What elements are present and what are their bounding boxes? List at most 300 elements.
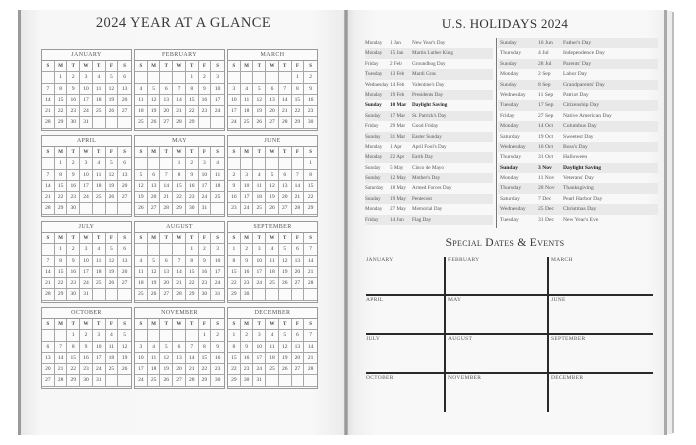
weekday-header: T <box>279 61 292 72</box>
month-days <box>135 61 224 129</box>
event-month-label: JANUARY <box>366 257 394 263</box>
day-cell: 6 <box>42 342 55 353</box>
holiday-name: Daylight Saving <box>563 164 602 171</box>
weekday-header: W <box>80 233 93 244</box>
event-month-label: MARCH <box>551 257 573 263</box>
holiday-row <box>498 132 658 142</box>
holiday-weekday: Monday <box>365 50 383 57</box>
day-cell <box>279 158 292 169</box>
weekday-header: F <box>292 147 305 158</box>
day-cell: 1 <box>67 330 80 341</box>
holiday-row <box>365 194 493 204</box>
day-cell: 3 <box>80 158 93 169</box>
day-cell: 1 <box>186 72 199 83</box>
holidays-list-first-half <box>365 38 493 225</box>
day-cell: 25 <box>211 192 224 203</box>
day-cell: 12 <box>160 353 173 364</box>
weekday-header: W <box>266 61 279 72</box>
weekday-header: S <box>211 147 224 158</box>
month-days <box>42 319 131 387</box>
holiday-date: 25 Dec <box>538 206 554 213</box>
holiday-name: New Year's Day <box>412 40 446 46</box>
day-cell: 12 <box>148 95 161 106</box>
day-cell: 2 <box>67 72 80 83</box>
day-cell: 23 <box>67 192 80 203</box>
month-name: MARCH <box>228 50 317 61</box>
holiday-name: Pentecost <box>412 195 432 202</box>
weekday-header: T <box>93 319 106 330</box>
day-cell: 10 <box>199 170 212 181</box>
holiday-row <box>365 59 493 69</box>
holiday-date: 12 May <box>390 175 406 182</box>
holiday-row <box>498 142 658 152</box>
day-cell: 8 <box>173 170 186 181</box>
holiday-name: Independence Day <box>563 50 605 57</box>
event-month-label: DECEMBER <box>551 375 584 381</box>
grid-horizontal-line <box>366 372 653 374</box>
day-cell: 4 <box>135 84 148 95</box>
holiday-row <box>365 111 493 121</box>
holiday-weekday: Wednesday <box>500 206 526 213</box>
weekday-header: S <box>135 147 148 158</box>
day-cell: 23 <box>241 364 254 375</box>
day-cell: 2 <box>80 330 93 341</box>
month-days <box>42 233 131 301</box>
day-cell: 5 <box>148 84 161 95</box>
weekday-header: F <box>292 233 305 244</box>
weekday-header: M <box>148 61 161 72</box>
day-cell: 24 <box>93 364 106 375</box>
holiday-row <box>365 69 493 79</box>
day-cell: 20 <box>160 106 173 117</box>
day-cell: 24 <box>211 106 224 117</box>
day-cell: 21 <box>42 192 55 203</box>
day-cell: 5 <box>106 158 119 169</box>
day-cell: 1 <box>228 330 241 341</box>
day-cell: 30 <box>211 375 224 386</box>
holiday-name: Memorial Day <box>412 206 443 213</box>
holiday-weekday: Sunday <box>500 40 517 46</box>
weekday-header: W <box>173 147 186 158</box>
weekday-header: M <box>55 147 68 158</box>
weekday-header: T <box>186 147 199 158</box>
holiday-weekday: Friday <box>500 112 515 119</box>
day-cell: 20 <box>279 192 292 203</box>
holiday-name: Parents' Day <box>563 60 592 67</box>
weekday-header: F <box>292 319 305 330</box>
holiday-row <box>498 48 658 58</box>
day-cell <box>173 72 186 83</box>
weekday-header: F <box>199 147 212 158</box>
month-december <box>227 307 318 389</box>
day-cell: 6 <box>160 84 173 95</box>
month-name: AUGUST <box>135 222 224 233</box>
holiday-weekday: Thursday <box>500 185 522 192</box>
month-january <box>41 49 132 131</box>
month-september <box>227 221 318 303</box>
day-cell: 27 <box>42 375 55 386</box>
month-name: DECEMBER <box>228 308 317 319</box>
holiday-row <box>365 152 493 162</box>
day-cell: 10 <box>93 342 106 353</box>
day-cell: 18 <box>106 353 119 364</box>
day-cell: 4 <box>93 158 106 169</box>
day-cell: 14 <box>173 267 186 278</box>
day-cell: 19 <box>148 106 161 117</box>
holiday-name: Cinco de Mayo <box>412 164 444 171</box>
day-cell: 22 <box>55 106 68 117</box>
day-cell: 8 <box>186 256 199 267</box>
day-cell: 19 <box>148 278 161 289</box>
day-cell <box>279 72 292 83</box>
day-cell <box>266 72 279 83</box>
day-cell: 6 <box>160 256 173 267</box>
day-cell: 19 <box>266 192 279 203</box>
holiday-date: 14 Jun <box>390 216 404 223</box>
day-cell: 18 <box>93 95 106 106</box>
holiday-name: Father's Day <box>563 40 592 46</box>
day-cell: 21 <box>160 192 173 203</box>
day-cell <box>160 244 173 255</box>
holiday-name: Groundhog Day <box>412 60 446 67</box>
day-cell: 29 <box>55 117 68 128</box>
weekday-header: T <box>186 233 199 244</box>
day-cell: 24 <box>199 192 212 203</box>
day-cell: 23 <box>186 192 199 203</box>
weekday-header: M <box>241 319 254 330</box>
day-cell: 2 <box>241 330 254 341</box>
day-cell: 5 <box>279 244 292 255</box>
day-cell: 10 <box>241 181 254 192</box>
day-cell: 30 <box>67 289 80 300</box>
day-cell: 7 <box>55 342 68 353</box>
day-cell: 21 <box>279 106 292 117</box>
holiday-row <box>498 111 658 121</box>
holiday-weekday: Wednesday <box>365 81 389 88</box>
day-cell <box>292 375 305 386</box>
day-cell: 3 <box>135 342 148 353</box>
holiday-date: 10 Mar <box>390 102 407 109</box>
weekday-header: T <box>253 319 266 330</box>
month-march <box>227 49 318 131</box>
day-cell: 10 <box>80 170 93 181</box>
day-cell: 2 <box>304 72 317 83</box>
day-cell: 5 <box>160 342 173 353</box>
day-cell <box>93 203 106 214</box>
weekday-header: T <box>67 61 80 72</box>
weekday-header: T <box>279 147 292 158</box>
day-cell: 17 <box>253 353 266 364</box>
holiday-weekday: Saturday <box>365 185 384 192</box>
day-cell: 16 <box>241 267 254 278</box>
holiday-name: Sweetest Day <box>563 133 594 140</box>
day-cell: 19 <box>135 192 148 203</box>
holiday-date: 11 Nov <box>538 175 555 182</box>
month-name: FEBRUARY <box>135 50 224 61</box>
day-cell: 23 <box>67 278 80 289</box>
weekday-header: S <box>228 147 241 158</box>
holiday-weekday: Sunday <box>365 195 381 202</box>
day-cell: 17 <box>80 267 93 278</box>
weekday-header: S <box>228 319 241 330</box>
day-cell: 4 <box>241 84 254 95</box>
month-name: SEPTEMBER <box>228 222 317 233</box>
day-cell: 30 <box>241 375 254 386</box>
weekday-header: S <box>135 233 148 244</box>
day-cell: 14 <box>304 256 317 267</box>
month-days <box>135 147 224 215</box>
day-cell: 10 <box>253 342 266 353</box>
day-cell <box>304 289 317 300</box>
holidays-list-second-half <box>498 38 658 225</box>
day-cell: 12 <box>148 267 161 278</box>
day-cell: 2 <box>67 158 80 169</box>
day-cell: 13 <box>118 170 131 181</box>
day-cell <box>80 203 93 214</box>
day-cell: 22 <box>304 192 317 203</box>
day-cell: 11 <box>241 95 254 106</box>
day-cell <box>186 330 199 341</box>
month-august <box>134 221 225 303</box>
day-cell: 25 <box>148 375 161 386</box>
day-cell: 2 <box>228 170 241 181</box>
holiday-date: 3 Nov <box>538 164 552 171</box>
holiday-name: Mardi Gras <box>412 71 436 78</box>
weekday-header: W <box>266 147 279 158</box>
year-calendar-grid <box>41 49 320 393</box>
holiday-name: Labor Day <box>563 71 588 78</box>
day-cell: 19 <box>253 106 266 117</box>
holiday-date: 5 May <box>390 164 404 171</box>
day-cell: 11 <box>253 181 266 192</box>
day-cell: 11 <box>93 170 106 181</box>
day-cell: 1 <box>55 244 68 255</box>
day-cell: 24 <box>80 278 93 289</box>
day-cell: 5 <box>253 84 266 95</box>
day-cell: 24 <box>80 106 93 117</box>
day-cell: 9 <box>67 170 80 181</box>
holiday-date: 8 Sep <box>538 81 551 88</box>
day-cell: 17 <box>199 181 212 192</box>
holidays-column-divider <box>496 38 497 228</box>
day-cell: 29 <box>228 289 241 300</box>
weekday-header: T <box>279 233 292 244</box>
holiday-row <box>365 215 493 225</box>
day-cell: 7 <box>292 170 305 181</box>
day-cell: 19 <box>106 267 119 278</box>
day-cell <box>55 330 68 341</box>
day-cell: 1 <box>199 330 212 341</box>
day-cell: 3 <box>211 244 224 255</box>
day-cell: 31 <box>211 289 224 300</box>
day-cell: 14 <box>42 267 55 278</box>
event-month-label: NOVEMBER <box>448 375 482 381</box>
day-cell: 26 <box>106 192 119 203</box>
weekday-header: T <box>160 147 173 158</box>
holiday-name: Pearl Harbor Day <box>563 195 603 202</box>
day-cell: 15 <box>228 267 241 278</box>
day-cell: 27 <box>266 117 279 128</box>
year-at-a-glance-title: 2024 YEAR AT A GLANCE <box>95 15 272 31</box>
day-cell: 11 <box>148 353 161 364</box>
day-cell <box>160 158 173 169</box>
holiday-row <box>498 100 658 110</box>
grid-horizontal-line <box>366 294 653 296</box>
holiday-name: Thanksgiving <box>563 185 594 192</box>
day-cell: 25 <box>93 106 106 117</box>
day-cell: 23 <box>228 203 241 214</box>
day-cell: 14 <box>304 342 317 353</box>
day-cell: 6 <box>118 158 131 169</box>
day-cell: 6 <box>292 244 305 255</box>
holiday-weekday: Monday <box>500 71 519 78</box>
month-february <box>134 49 225 131</box>
day-cell: 16 <box>67 181 80 192</box>
day-cell: 20 <box>148 192 161 203</box>
holiday-date: 11 Sep <box>538 91 554 98</box>
day-cell: 19 <box>106 181 119 192</box>
holiday-weekday: Monday <box>365 143 383 150</box>
day-cell: 18 <box>266 353 279 364</box>
day-cell: 18 <box>266 267 279 278</box>
day-cell: 23 <box>211 364 224 375</box>
month-october <box>41 307 132 389</box>
event-month-label: JUNE <box>551 297 566 303</box>
day-cell: 16 <box>199 267 212 278</box>
weekday-header: S <box>228 61 241 72</box>
day-cell: 28 <box>42 117 55 128</box>
day-cell <box>253 72 266 83</box>
day-cell: 28 <box>55 375 68 386</box>
holiday-name: Boss's Day <box>563 143 588 150</box>
holiday-name: Presidents Day <box>412 91 444 98</box>
day-cell: 15 <box>228 353 241 364</box>
day-cell: 12 <box>106 84 119 95</box>
day-cell: 25 <box>241 117 254 128</box>
day-cell: 30 <box>80 375 93 386</box>
book-spine <box>344 10 348 435</box>
day-cell: 7 <box>173 256 186 267</box>
day-cell: 27 <box>292 278 305 289</box>
day-cell: 10 <box>211 256 224 267</box>
day-cell: 28 <box>292 203 305 214</box>
holiday-weekday: Friday <box>365 216 379 223</box>
day-cell: 23 <box>199 278 212 289</box>
day-cell: 26 <box>266 203 279 214</box>
weekday-header: T <box>253 233 266 244</box>
day-cell: 12 <box>106 256 119 267</box>
day-cell: 11 <box>266 342 279 353</box>
day-cell: 22 <box>199 364 212 375</box>
holiday-name: Halloween <box>563 154 588 161</box>
day-cell: 21 <box>292 192 305 203</box>
weekday-header: S <box>42 61 55 72</box>
day-cell: 16 <box>211 353 224 364</box>
weekday-header: F <box>292 61 305 72</box>
day-cell: 15 <box>304 181 317 192</box>
event-month-label: APRIL <box>366 297 384 303</box>
day-cell <box>42 244 55 255</box>
day-cell <box>148 330 161 341</box>
day-cell: 20 <box>292 267 305 278</box>
weekday-header: T <box>93 61 106 72</box>
weekday-header: S <box>211 233 224 244</box>
day-cell <box>266 158 279 169</box>
day-cell: 9 <box>304 84 317 95</box>
day-cell: 10 <box>80 256 93 267</box>
day-cell <box>279 375 292 386</box>
day-cell: 28 <box>160 203 173 214</box>
weekday-header: T <box>160 61 173 72</box>
weekday-header: T <box>160 319 173 330</box>
weekday-header: F <box>106 61 119 72</box>
holiday-date: 17 Sep <box>538 102 554 109</box>
holiday-name: Good Friday <box>412 123 439 130</box>
day-cell: 30 <box>199 289 212 300</box>
weekday-header: S <box>42 147 55 158</box>
day-cell: 22 <box>67 364 80 375</box>
day-cell: 27 <box>279 203 292 214</box>
day-cell: 4 <box>106 330 119 341</box>
day-cell: 18 <box>93 267 106 278</box>
day-cell: 24 <box>228 117 241 128</box>
day-cell: 2 <box>199 244 212 255</box>
holiday-row <box>498 183 658 193</box>
day-cell: 26 <box>148 117 161 128</box>
holiday-date: 29 Mar <box>390 123 406 130</box>
holiday-date: 31 Mar <box>390 133 406 140</box>
day-cell <box>241 158 254 169</box>
day-cell: 1 <box>186 244 199 255</box>
day-cell: 21 <box>42 106 55 117</box>
day-cell: 3 <box>211 72 224 83</box>
day-cell: 28 <box>42 203 55 214</box>
holiday-row <box>498 90 658 100</box>
day-cell: 15 <box>173 181 186 192</box>
day-cell: 15 <box>199 353 212 364</box>
day-cell <box>292 158 305 169</box>
day-cell: 3 <box>253 244 266 255</box>
month-november <box>134 307 225 389</box>
special-dates-title: Special Dates & Events <box>445 237 565 249</box>
holiday-name: Mother's Day <box>412 175 441 182</box>
month-days <box>42 147 131 215</box>
day-cell: 13 <box>160 95 173 106</box>
holiday-date: 18 May <box>390 185 406 192</box>
holiday-row <box>498 121 658 131</box>
day-cell: 29 <box>173 203 186 214</box>
day-cell: 29 <box>55 203 68 214</box>
month-days <box>42 61 131 129</box>
day-cell: 14 <box>160 181 173 192</box>
day-cell: 4 <box>266 244 279 255</box>
day-cell: 25 <box>93 278 106 289</box>
holiday-row <box>365 100 493 110</box>
month-name: NOVEMBER <box>135 308 224 319</box>
day-cell <box>135 158 148 169</box>
holiday-weekday: Sunday <box>500 164 519 171</box>
day-cell: 9 <box>80 342 93 353</box>
day-cell: 25 <box>93 192 106 203</box>
event-month-label: JULY <box>366 336 381 342</box>
holiday-name: Grandparents' Day <box>563 81 605 88</box>
day-cell: 20 <box>42 364 55 375</box>
day-cell: 6 <box>173 342 186 353</box>
day-cell: 14 <box>42 181 55 192</box>
holiday-row <box>498 152 658 162</box>
day-cell: 22 <box>186 106 199 117</box>
day-cell: 27 <box>173 375 186 386</box>
